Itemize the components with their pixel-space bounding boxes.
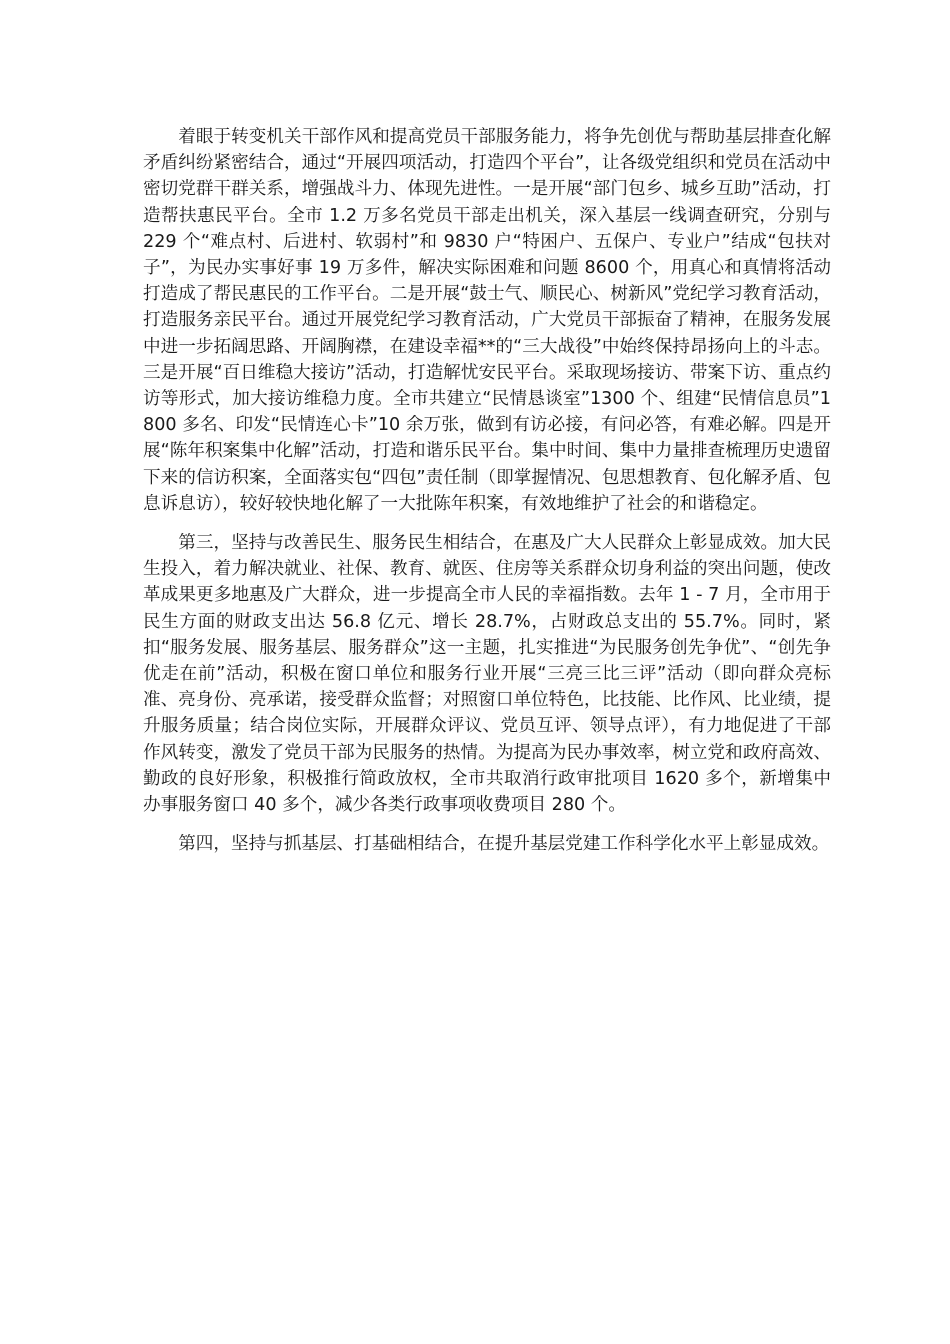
paragraph-platforms: 着眼于转变机关干部作风和提高党员干部服务能力，将争先创优与帮助基层排查化解矛盾纠纷紧密结合，通过“开展四项活动，打造四个平台”，让各级党组织和党员在活动中密切党群干群关系，增强战斗力、体现先进性。一是开展“部门包乡、城乡互助”活动，打造帮扶惠民平台。全市 1.2 万多名党员干部走出机关，深入基层一线调查研究，分别与 229 个“难点村、后进村、软弱村”和 9830 户“特困户、五保户、专业户”结成“包扶对子”，为民办实事好事 19 万多件，解决实际困难和问题 8600 个，用真心和真情将活动打造成了帮民惠民的工作平台。二是开展“鼓士气、顺民心、树新风”党纪学习教育活动，打造服务亲民平台。通过开展党纪学习教育活动，广大党员干部振奋了精神，在服务发展中进一步拓阔思路、开阔胸襟，在建设幸福**的“三大战役”中始终保持昂扬向上的斗志。三是开展“百日维稳大接访”活动，打造解忧安民平台。采取现场接访、带案下访、重点约访等形式，加大接访维稳力度。全市共建立“民情恳谈室”1300 个、组建“民情信息员”1800 多名、印发“民情连心卡”10 余万张，做到有访必接，有问必答，有难必解。四是开展“陈年积案集中化解”活动，打造和谐乐民平台。集中时间、集中力量排查梳理历史遗留下来的信访积案，全面落实包“四包”责任制（即掌握情况、包思想教育、包化解矛盾、包息诉息访），较好较快地化解了一大批陈年积案，有效地维护了社会的和谐稳定。 xyxy=(143,127,831,514)
paragraph-fourth-grassroots: 第四，坚持与抓基层、打基础相结合，在提升基层党建工作科学化水平上彰显成效。 xyxy=(178,834,830,855)
document-body xyxy=(143,124,831,870)
paragraph-third-livelihood: 第三，坚持与改善民生、服务民生相结合，在惠及广大人民群众上彰显成效。加大民生投入，着力解决就业、社保、教育、就医、住房等关系群众切身利益的突出问题，使改革成果更多地惠及广大群众，进一步提高全市人民的幸福指数。去年 1 - 7 月，全市用于民生方面的财政支出达 56.8 亿元、增长 28.7%，占财政总支出的 55.7%。同时，紧扣“服务发展、服务基层、服务群众”这一主题，扎实推进“为民服务创先争优”、“创先争优走在前”活动，积极在窗口单位和服务行业开展“三亮三比三评”活动（即向群众亮标准、亮身份、亮承诺，接受群众监督；对照窗口单位特色，比技能、比作风、比业绩，提升服务质量；结合岗位实际，开展群众评议、党员互评、领导点评），有力地促进了干部作风转变，激发了党员干部为民服务的热情。为提高为民办事效率，树立党和政府高效、勤政的良好形象，积极推行简政放权，全市共取消行政审批项目 1620 多个，新增集中办事服务窗口 40 多个，减少各类行政事项收费项目 280 个。 xyxy=(143,533,831,816)
